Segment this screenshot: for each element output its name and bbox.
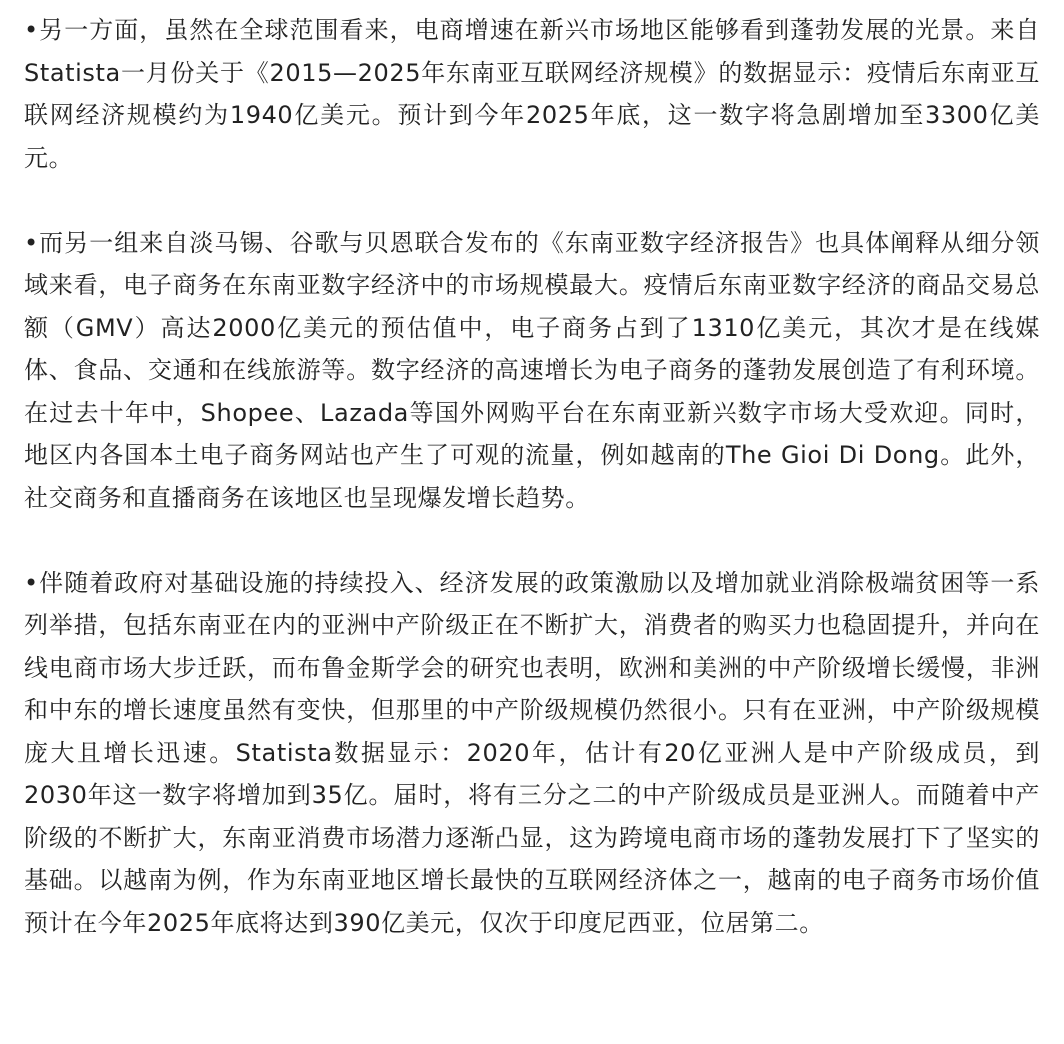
paragraph-digital-economy-report: •而另一组来自淡马锡、谷歌与贝恩联合发布的《东南亚数字经济报告》也具体阐释从细分领域来看，电子商务在东南亚数字经济中的市场规模最大。疫情后东南亚数字经济的商品交易总额（GMV）高达2000亿美元的预估值中，电子商务占到了1310亿美元，其次才是在线媒体、食品、交通和在线旅游等。数字经济的高速增长为电子商务的蓬勃发展创造了有利环境。在过去十年中，Shopee、Lazada等国外网购平台在东南亚新兴数字市场大受欢迎。同时，地区内各国本土电子商务网站也产生了可观的流量，例如越南的The Gioi Di Dong。此外，社交商务和直播商务在该地区也呈现爆发增长趋势。 — [24, 228, 1040, 512]
article-body — [24, 9, 1040, 944]
paragraph-middle-class-expansion: •伴随着政府对基础设施的持续投入、经济发展的政策激励以及增加就业消除极端贫困等一系列举措，包括东南亚在内的亚洲中产阶级正在不断扩大，消费者的购买力也稳固提升，并向在线电商市场大步迁跃，而布鲁金斯学会的研究也表明，欧洲和美洲的中产阶级增长缓慢，非洲和中东的增长速度虽然有变快，但那里的中产阶级规模仍然很小。只有在亚洲，中产阶级规模庞大且增长迅速。Statista数据显示：2020年，估计有20亿亚洲人是中产阶级成员，到2030年这一数字将增加到35亿。届时，将有三分之二的中产阶级成员是亚洲人。而随着中产阶级的不断扩大，东南亚消费市场潜力逐渐凸显，这为跨境电商市场的蓬勃发展打下了坚实的基础。以越南为例，作为东南亚地区增长最快的互联网经济体之一，越南的电子商务市场价值预计在今年2025年底将达到390亿美元，仅次于印度尼西亚，位居第二。 — [24, 568, 1040, 937]
paragraph-ecommerce-growth: •另一方面，虽然在全球范围看来，电商增速在新兴市场地区能够看到蓬勃发展的光景。来自Statista一月份关于《2015—2025年东南亚互联网经济规模》的数据显示：疫情后东南亚互联网经济规模约为1940亿美元。预计到今年2025年底，这一数字将急剧增加至3300亿美元。 — [24, 16, 1040, 172]
